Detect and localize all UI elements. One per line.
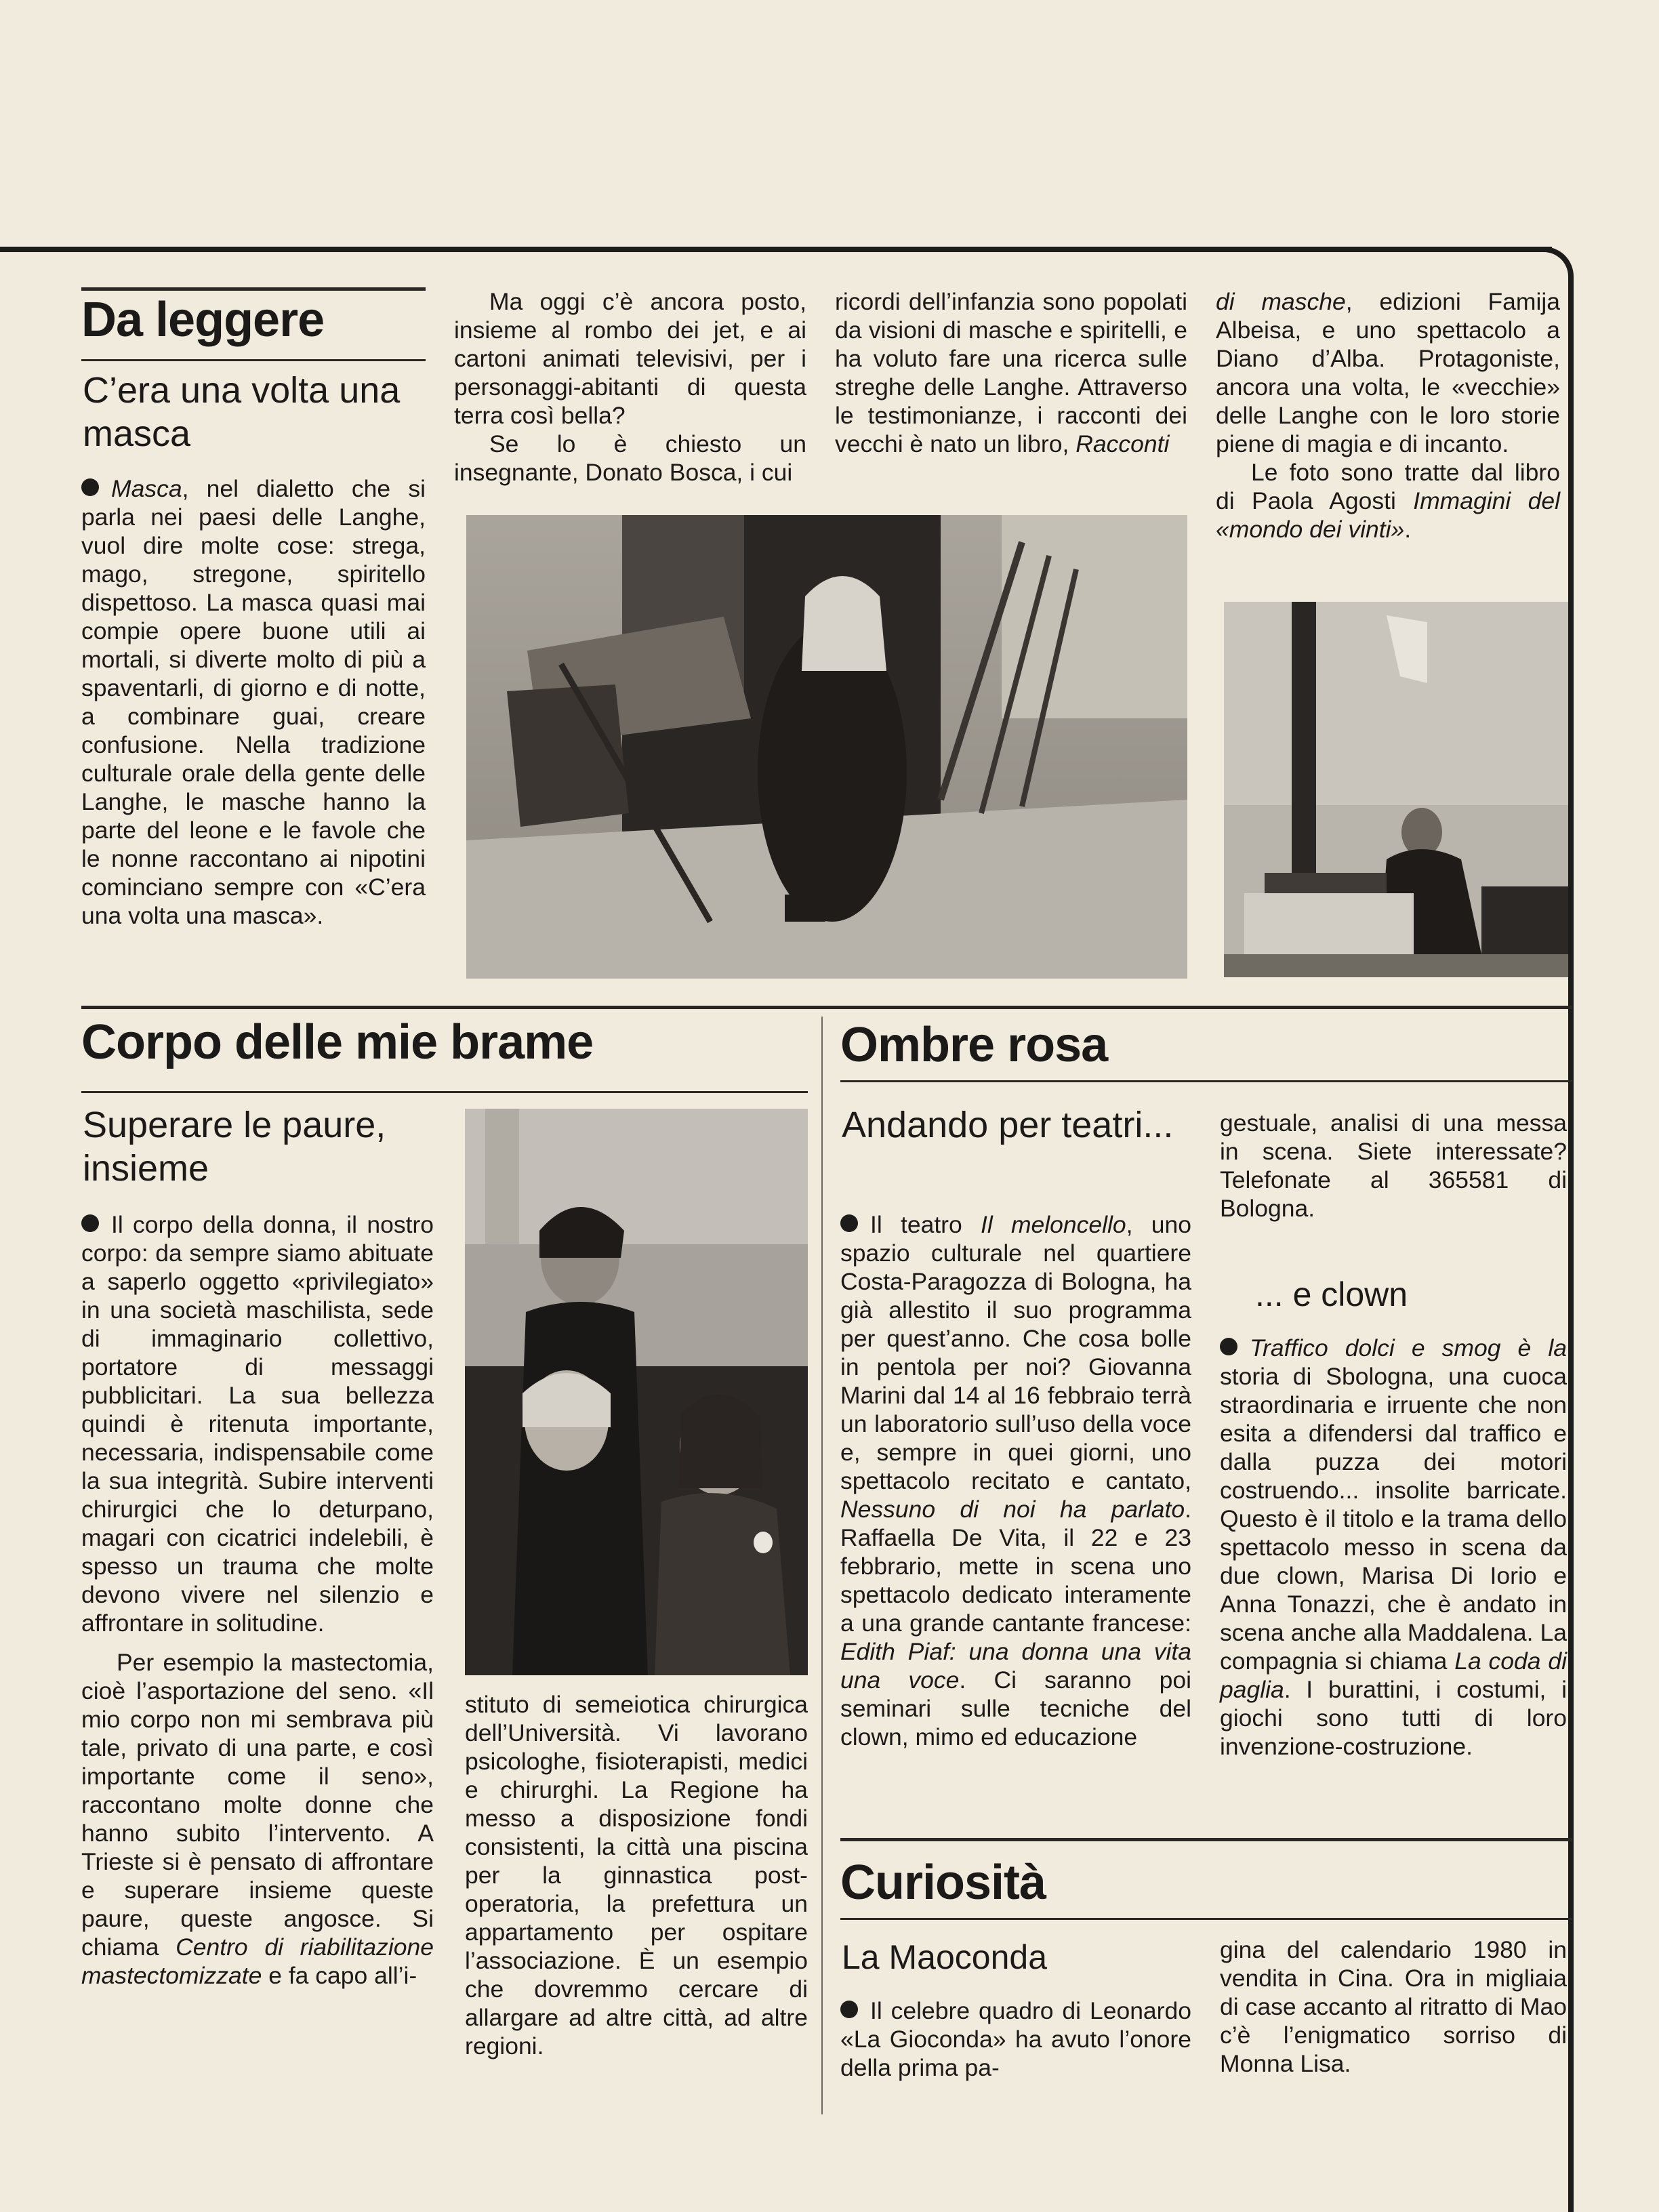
section-title-curiosita: Curiosità (840, 1856, 1046, 1910)
article-column-3: Traffico dolci e smog è la storia di Sbologna, una cuoca straordinaria e irruente che non esita a difendersi dal traffico e dalla puzza dei motori costruendo... insolite barricate. Questo è il titolo e la trama dello spettacolo messo in scena da due clown, Marisa Di Iorio e Anna Tonazzi, che è andato in scena anche alla Maddalena. La compagnia si chiama La coda di paglia. I burattini, i costumi, i giochi sono tutti di loro invenzione-costruzione. (1220, 1334, 1567, 1760)
article-subtitle: C’era una volta una masca (83, 370, 401, 454)
subtitle-rule (81, 1091, 808, 1093)
article-column-2: stituto di semeiotica chirurgica dell’Università. Vi lavorano psicologhe, fisioterapisti, medici e chirurghi. La Regione ha messo a disposizione fondi consistenti, la città una piscina per la ginnastica post-operatoria, la prefettura un appartamento per ospitare l’associazione. È un esempio che dovremmo cercare di allargare ad altre città, ad altre regioni. (465, 1691, 808, 2060)
section-title-ombre-rosa: Ombre rosa (840, 1018, 1108, 1072)
article-subtitle: Andando per teatri... (842, 1105, 1174, 1145)
top-rule (0, 247, 1552, 252)
article-column-1: Il teatro Il meloncello, uno spazio culturale nel quartiere Costa-Paragozza di Bologna, ha già allestito il suo programma per quest’anno. Che cosa bolle in pentola per noi? Giovanna Marini dal 14 al 16 febbraio terrà un laboratorio sull’uso della voce e, sempre in quei giorni, uno spettacolo recitato e cantato, Nessuno di noi ha parlato. Raffaella De Vita, il 22 e 23 febbrario, mette in scena uno spettacolo dedicato interamente a una grande cantante francese: Edith Piaf: una donna una vita una voce. Ci saranno poi seminari sulle tecniche del clown, mimo ed educazione (840, 1211, 1191, 1750)
article-column-2: gestuale, analisi di una messa in scena. Siete interessate? Telefonate al 365581 di Bologna. (1220, 1109, 1567, 1222)
photo-women-demonstration (465, 1109, 808, 1675)
article-column-2: gina del calendario 1980 in vendita in Cina. Ora in migliaia di case accanto al ritratto di Mao c’è l’enigmatico sorriso di Monna Lisa. (1220, 1936, 1567, 2077)
article-column-1: Il celebre quadro di Leonardo «La Gioconda» ha avuto l’onore della prima pa- (840, 1997, 1191, 2081)
article-column-3: ricordi dell’infanzia sono popolati da visioni di masche e spiritelli, e ha voluto fare una ricerca sulle streghe delle Langhe. Attraverso le testimonianze, i racconti dei vecchi è nato un libro, Racconti (835, 288, 1187, 457)
article-subtitle: La Maoconda (842, 1938, 1048, 1976)
bullet-icon (840, 2001, 858, 2018)
section-title-da-leggere: Da leggere (81, 293, 325, 347)
bullet-icon (840, 1214, 858, 1232)
section-rule (81, 287, 426, 291)
section-title-corpo: Corpo delle mie brame (81, 1015, 594, 1069)
bullet-icon (81, 478, 99, 496)
article-column-4: di masche, edizioni Famija Albeisa, e uno spettacolo a Diano d’Alba. Protagoniste, ancora una volta, le «vecchie» delle Langhe con le loro storie piene di magia e di incanto. Le foto sono tratte dal libro di Paola Agosti Immagini del «mondo dei vinti». (1216, 288, 1560, 543)
photo-old-woman-doorway (466, 515, 1187, 979)
article-column-1: Masca, nel dialetto che si parla nei paesi delle Langhe, vuol dire molte cose: strega, mago, stregone, spiritello dispettoso. La masca quasi mai compie opere buone utili ai mortali, si diverte molto di più a spaventarli, di giorno e di notte, a combinare guai, creare confusione. Nella tradizione culturale orale della gente delle Langhe, le masche hanno la parte del leone e le favole che le nonne raccontano ai nipotini cominciano sempre con «C’era una volta una masca». (81, 475, 426, 929)
article-column-2: Ma oggi c’è ancora posto, insieme al rombo dei jet, e ai cartoni animati televisivi, per i personaggi-abitanti di questa terra così bella? Se lo è chiesto un insegnante, Donato Bosca, i cui (454, 288, 806, 486)
article-column-1: Il corpo della donna, il nostro corpo: da sempre siamo abituate a saperlo oggetto «privilegiato» in una società maschilista, sede di immaginario collettivo, portatore di messaggi pubblicitari. La sua bellezza quindi è ritenuta importante, necessaria, indispensabile come la sua integrità. Subire interventi chirurgici che lo deturpano, magari con cicatrici indelebili, è spesso un trauma che molte devono vivere nel silenzio e affrontare in solitudine. Per esempio la mastectomia, cioè l’asportazione del seno. «Il mio corpo non mi sembrava più tale, privato di una parte, e così importante come il seno», raccontano molte donne che hanno subito l’intervento. A Trieste si è pensato di affrontare e superare insieme queste paure, queste angosce. Si chiama Centro di riabilitazione mastectomizzate e fa capo all’i- (81, 1211, 434, 1989)
article-subtitle: ... e clown (1255, 1275, 1408, 1313)
bullet-icon (81, 1214, 99, 1232)
photo-old-woman-stove (1224, 602, 1568, 977)
column-divider (821, 1017, 823, 2114)
subtitle-rule (840, 1080, 1572, 1082)
article-subtitle: Superare le paure, insieme (83, 1105, 386, 1189)
subtitle-rule (840, 1918, 1572, 1920)
subtitle-rule (81, 359, 426, 361)
section-rule (840, 1838, 1572, 1841)
bullet-icon (1220, 1338, 1237, 1355)
section-rule (81, 1006, 1572, 1009)
